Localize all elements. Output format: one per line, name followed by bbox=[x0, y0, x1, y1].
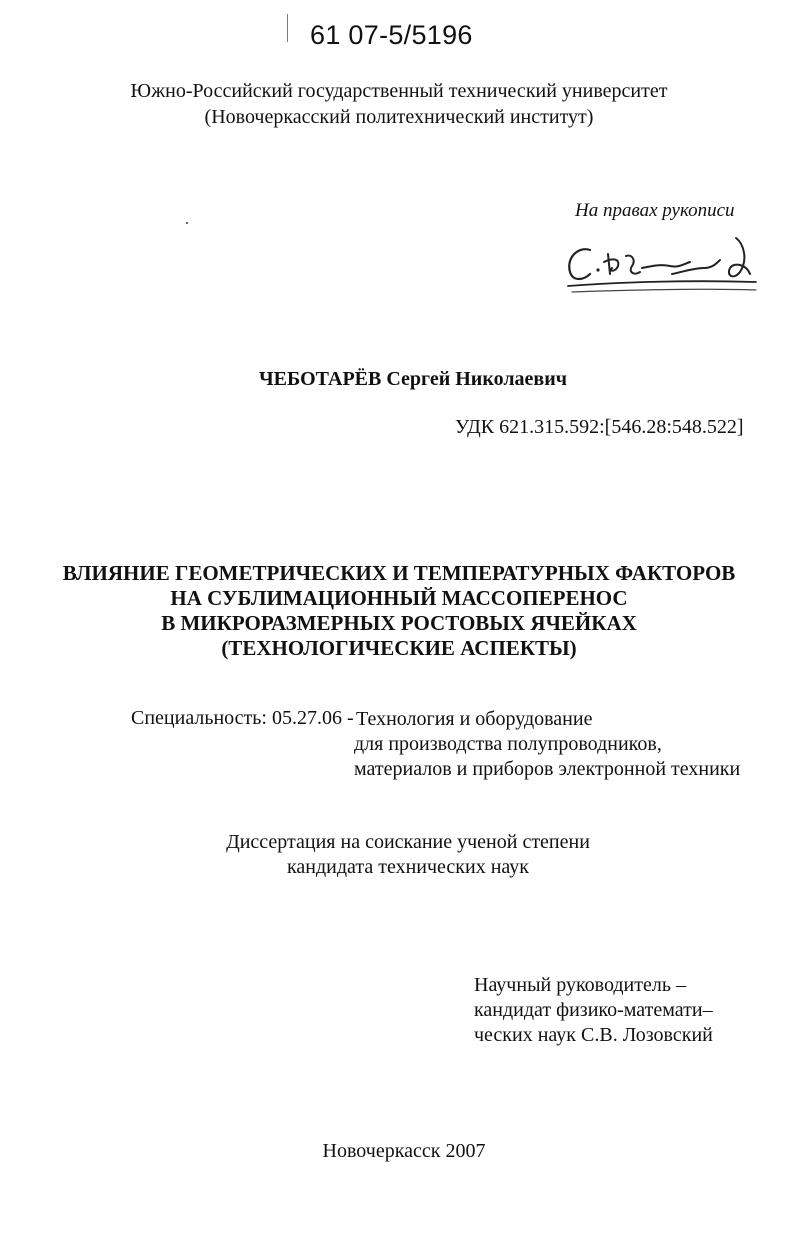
title-line: ВЛИЯНИЕ ГЕОМЕТРИЧЕСКИХ И ТЕМПЕРАТУРНЫХ ФАКТОРОВ bbox=[62, 561, 736, 585]
udk-code: УДК 621.315.592:[546.28:548.522] bbox=[455, 416, 744, 438]
library-stamp-number: 61 07-5/5196 bbox=[310, 20, 473, 50]
university-header bbox=[0, 78, 798, 130]
supervisor-line: ческих наук С.В. Лозовский bbox=[474, 1024, 713, 1046]
handwritten-signature bbox=[560, 228, 760, 298]
specialty-label: Специальность: 05.27.06 - bbox=[131, 707, 354, 729]
supervisor-line: кандидат физико-математи– bbox=[474, 999, 713, 1021]
specialty-description bbox=[354, 707, 740, 782]
university-name: Южно-Российский государственный технический университет bbox=[130, 80, 668, 102]
supervisor-line: Научный руководитель – bbox=[474, 974, 686, 996]
specialty-line: материалов и приборов электронной техники bbox=[354, 758, 741, 780]
title-line: (ТЕХНОЛОГИЧЕСКИЕ АСПЕКТЫ) bbox=[221, 636, 577, 660]
specialty-line: для производства полупроводников, bbox=[354, 733, 662, 755]
city-and-year: Новочеркасск 2007 bbox=[322, 1140, 486, 1162]
scan-speck bbox=[186, 222, 188, 224]
degree-line: Диссертация на соискание ученой степени bbox=[226, 831, 590, 853]
degree-line: кандидата технических наук bbox=[286, 856, 530, 878]
dissertation-title bbox=[0, 561, 798, 661]
manuscript-rights-label: На правах рукописи bbox=[575, 200, 735, 221]
scientific-supervisor bbox=[474, 973, 713, 1048]
author-name: ЧЕБОТАРЁВ Сергей Николаевич bbox=[259, 368, 568, 390]
degree-statement bbox=[0, 830, 798, 880]
specialty-line: Технология и оборудование bbox=[356, 708, 593, 730]
title-line: НА СУБЛИМАЦИОННЫЙ МАССОПЕРЕНОС bbox=[170, 586, 628, 610]
stamp-mark bbox=[287, 14, 288, 42]
title-line: В МИКРОРАЗМЕРНЫХ РОСТОВЫХ ЯЧЕЙКАХ bbox=[161, 611, 637, 635]
institute-name: (Новочеркасский политехнический институт) bbox=[204, 106, 594, 128]
